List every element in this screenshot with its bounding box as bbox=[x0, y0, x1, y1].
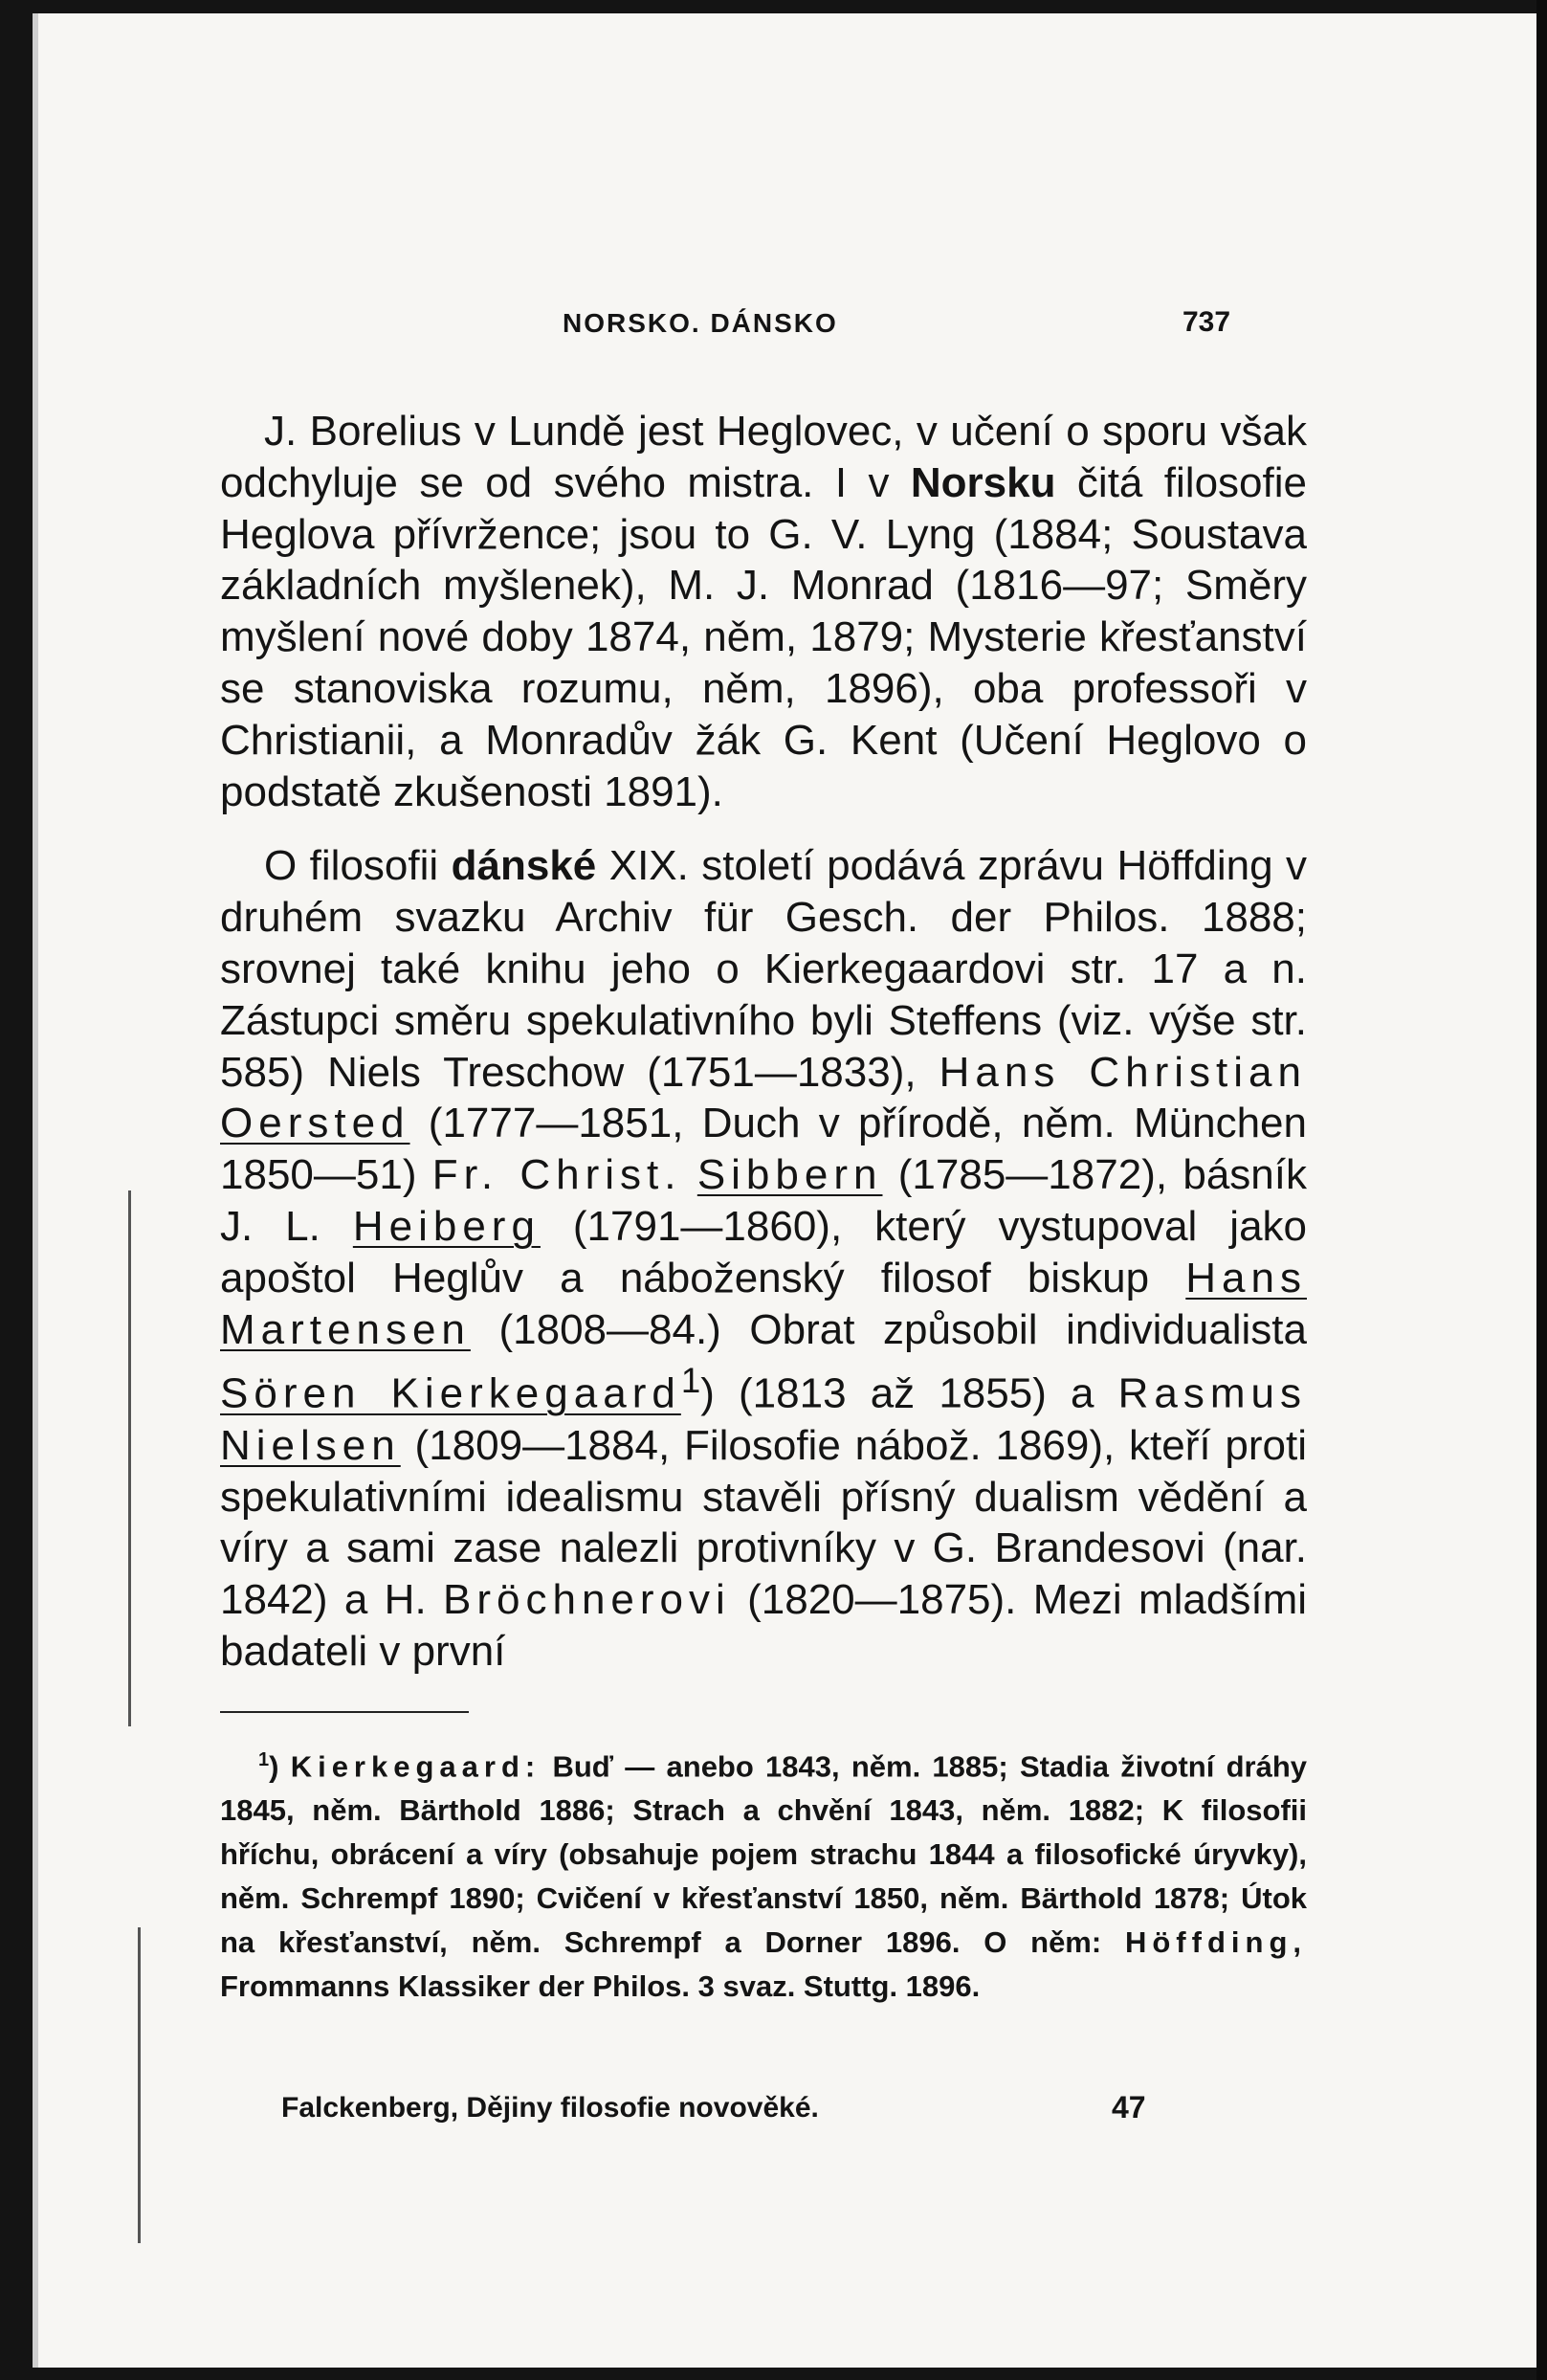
printer-signature: Falckenberg, Dějiny filosofie novověké. bbox=[281, 2092, 819, 2124]
spaced-name: Fr. Christ. bbox=[431, 1151, 682, 1199]
paragraph-2 bbox=[220, 840, 1307, 1677]
scan-artifact-line bbox=[138, 1927, 141, 2243]
spaced-name-underlined: Sibbern bbox=[696, 1151, 883, 1199]
paragraph-1 bbox=[220, 406, 1307, 817]
spaced-name: Hans Christian bbox=[939, 1048, 1308, 1096]
text-run: Buď — anebo 1843, něm. 1885; Stadia životní dráhy 1845, něm. Bärthold 1886; Strach a chvění 1843, něm. 1882; K filosofii hříchu, obrácení a víry (obsahuje pojem strachu 1844 a filosofické úryvky), něm. Schrempf 1890; Cvičení v křesťanství 1850, něm. Bärthold 1878; Útok na křesťanství, něm. Schrempf a Dorner 1896. O něm: bbox=[220, 1749, 1308, 1960]
text-run: (1820—1875). Mezi mladšími badateli v první bbox=[220, 1576, 1307, 1675]
emphasis: dánské bbox=[451, 842, 597, 890]
text-run: XIX. století podává zprávu Höffding v druhém svazku Archiv für Gesch. der Philos. 1888; srovnej také knihu jeho o Kierkegaardovi str. 17 a n. Zástupci směru spekulativního byli Steffens (viz. výše str. 585) Niels Treschow (1751—1833), bbox=[220, 842, 1308, 1096]
footnote-marker: 1 bbox=[258, 1749, 270, 1770]
footnote-rule bbox=[220, 1711, 469, 1713]
page-number: 737 bbox=[1182, 306, 1231, 338]
book-page bbox=[33, 13, 1536, 2368]
text-run: ) (1813 až 1855) a bbox=[700, 1370, 1118, 1417]
text-run: J. Borelius v Lundě jest Heglovec, v učení o sporu však odchyluje se od svého mistra. I v bbox=[220, 408, 1307, 506]
page-edge bbox=[33, 13, 38, 2368]
text-run: Frommanns Klassiker der Philos. 3 svaz. Stuttg. 1896. bbox=[220, 1969, 981, 2004]
text-run: ) bbox=[269, 1749, 291, 1784]
text-run: čitá filosofie Heglova přívržence; jsou to G. V. Lyng (1884; Soustava základních myšlenek), M. J. Monrad (1816—97; Směry myšlení nové doby 1874, něm, 1879; Mysterie křesťanství se stanoviska rozumu, něm, 1896), oba professoři v Christianii, a Monradův žák G. Kent (Učení Heglovo o podstatě zkušenosti 1891). bbox=[220, 458, 1307, 815]
space bbox=[682, 1151, 697, 1198]
text-run: (1791—1860), který vystupoval jako apoštol Heglův a náboženský filosof biskup bbox=[220, 1202, 1308, 1301]
spaced-name-underlined: Oersted bbox=[220, 1100, 410, 1147]
footnote-reference[interactable]: 1 bbox=[680, 1361, 701, 1401]
scan-artifact-line bbox=[128, 1190, 131, 1726]
spaced-name-underlined: Hans Martensen bbox=[220, 1254, 1307, 1353]
spaced-name: Kierkegaard: bbox=[290, 1749, 541, 1784]
text-run: (1808—84.) Obrat způsobil individualista bbox=[470, 1305, 1307, 1353]
spaced-name-underlined: Sören Kierkegaard bbox=[220, 1370, 681, 1417]
main-text bbox=[220, 406, 1307, 1678]
scan-border bbox=[1536, 0, 1547, 2380]
spaced-name: Höffding, bbox=[1124, 1925, 1307, 1960]
text-run: (1809—1884, Filosofie nábož. 1869), kteří proti spekulativními idealismu stavěli přísný dualism vědění a víry a sami zase nalezli protivníky v G. Brandesovi (nar. 1842) a H. bbox=[220, 1421, 1307, 1624]
running-head: NORSKO. DÁNSKO bbox=[563, 308, 838, 338]
footnote bbox=[220, 1738, 1307, 2009]
spaced-name: Bröchnerovi bbox=[443, 1576, 731, 1624]
spaced-name: Rasmus bbox=[1117, 1370, 1308, 1417]
text-run: (1777—1851, Duch v přírodě, něm. München 1850—51) bbox=[220, 1100, 1307, 1199]
spaced-name-underlined: Heiberg bbox=[352, 1202, 541, 1250]
signature-number: 47 bbox=[1112, 2090, 1146, 2124]
emphasis: Norsku bbox=[910, 458, 1056, 506]
text-run: (1785—1872), básník J. L. bbox=[220, 1151, 1307, 1250]
text-run: O filosofii bbox=[264, 842, 452, 890]
spaced-name-underlined: Nielsen bbox=[220, 1421, 401, 1469]
